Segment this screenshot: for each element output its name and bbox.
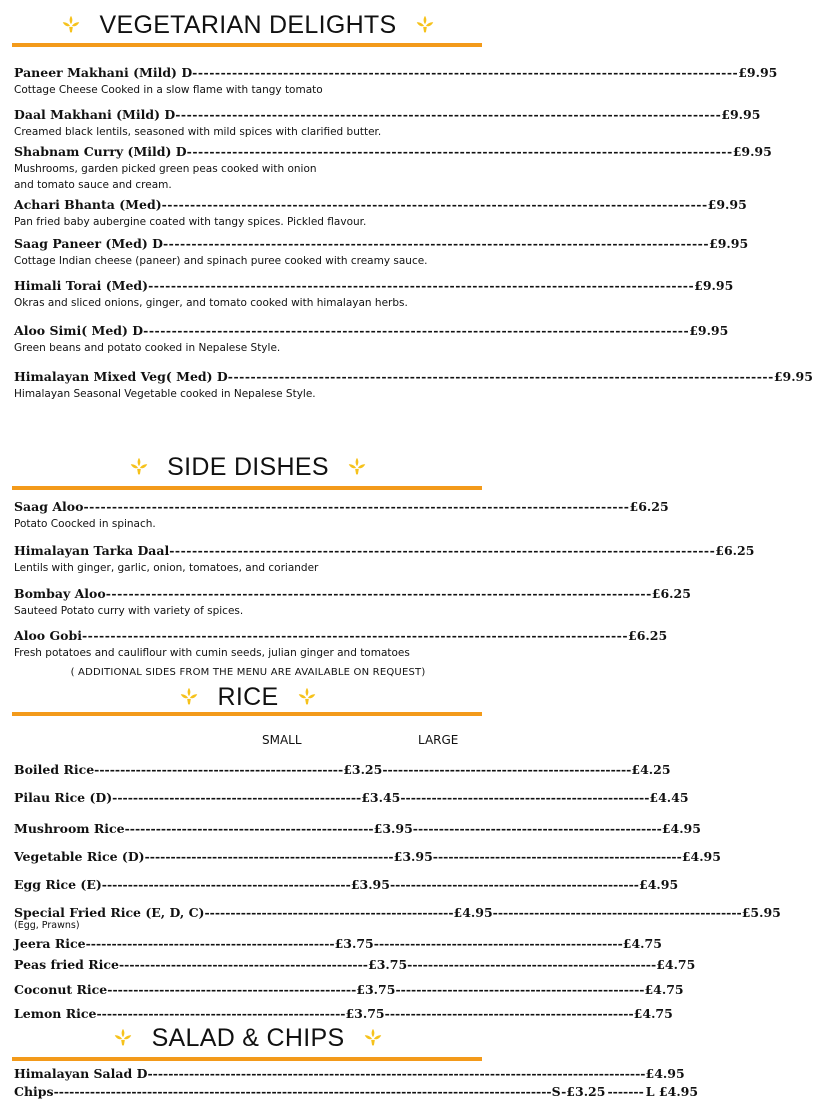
item-name: Peas fried Rice bbox=[14, 957, 119, 972]
small-price: £3.75 bbox=[356, 982, 396, 997]
small-price: S-£3.25 bbox=[551, 1084, 606, 1099]
large-price: £4.95 bbox=[639, 877, 679, 892]
item-name: Aloo Simi( Med) D bbox=[14, 323, 144, 338]
large-price: £4.25 bbox=[631, 762, 671, 777]
fleur-ornament-icon bbox=[60, 14, 82, 36]
salad-row: Himalayan Salad D ------------------------------------------------------------------------------------------------ £4.95 bbox=[14, 1066, 685, 1081]
item-desc: Creamed black lentils, seasoned with mild spices with clarified butter. bbox=[14, 126, 382, 138]
section-title: RICE bbox=[217, 682, 279, 711]
rice-row: Jeera Rice ------------------------------------------------ £3.75 ------------------------------------------------ £4.75 bbox=[14, 936, 662, 951]
small-price: £3.75 bbox=[345, 1006, 385, 1021]
item-price: £9.95 bbox=[732, 144, 772, 159]
large-price: £4.75 bbox=[633, 1006, 673, 1021]
menu-item: Paneer Makhani (Mild) D ------------------------------------------------------------------------------------------------ £9.95 Cottage Cheese Cooked in a slow flame with tangy tomato bbox=[14, 65, 778, 96]
section-rule bbox=[12, 486, 482, 490]
fleur-ornament-icon bbox=[128, 456, 150, 478]
item-desc: Cottage Indian cheese (paneer) and spinach puree cooked with creamy sauce. bbox=[14, 255, 428, 267]
item-name: Chips bbox=[14, 1084, 54, 1099]
small-price: £3.95 bbox=[373, 821, 413, 836]
item-name: Saag Paneer (Med) D bbox=[14, 236, 163, 251]
item-name: Mushroom Rice bbox=[14, 821, 125, 836]
item-name: Himalayan Salad D bbox=[14, 1066, 148, 1081]
section-rule bbox=[12, 1057, 482, 1061]
item-price: £6.25 bbox=[629, 499, 669, 514]
section-rule bbox=[12, 43, 482, 47]
small-price: £3.75 bbox=[368, 957, 408, 972]
item-price: £6.25 bbox=[651, 586, 691, 601]
rice-row: Special Fried Rice (E, D, C) ------------------------------------------------ £4.95 ------------------------------------------------ £5.95 bbox=[14, 905, 781, 920]
menu-item: Aloo Gobi ------------------------------------------------------------------------------------------------ £6.25 Fresh potatoes and cauliflour with cumin seeds, julian ginger and tomatoes bbox=[14, 628, 668, 659]
fleur-ornament-icon bbox=[346, 456, 368, 478]
fleur-ornament-icon bbox=[112, 1027, 134, 1049]
large-price: £4.75 bbox=[622, 936, 662, 951]
item-name: Himalayan Mixed Veg( Med) D bbox=[14, 369, 228, 384]
section-rule bbox=[12, 712, 482, 716]
menu-item: Bombay Aloo ------------------------------------------------------------------------------------------------ £6.25 Sauteed Potato curry with variety of spices. bbox=[14, 586, 691, 617]
item-price: £6.25 bbox=[715, 543, 755, 558]
item-name: Achari Bhanta (Med) bbox=[14, 197, 162, 212]
item-name: Shabnam Curry (Mild) D bbox=[14, 144, 187, 159]
rice-row: Pilau Rice (D) ------------------------------------------------ £3.45 ------------------------------------------------ £4.45 bbox=[14, 790, 689, 805]
item-desc: Mushrooms, garden picked green peas cooked with onion bbox=[14, 163, 317, 175]
small-price: £3.25 bbox=[343, 762, 383, 777]
item-price: £4.95 bbox=[645, 1066, 685, 1081]
item-desc: Pan fried baby aubergine coated with tangy spices. Pickled flavour. bbox=[14, 216, 367, 228]
menu-item: Himalayan Tarka Daal ------------------------------------------------------------------------------------------------ £6.25 Lentils with ginger, garlic, onion, tomatoes, and coriander bbox=[14, 543, 755, 574]
item-desc: Fresh potatoes and cauliflour with cumin seeds, julian ginger and tomatoes bbox=[14, 647, 410, 659]
rice-row: Peas fried Rice ------------------------------------------------ £3.75 ------------------------------------------------ £4.75 bbox=[14, 957, 696, 972]
large-price: £4.75 bbox=[644, 982, 684, 997]
fleur-ornament-icon bbox=[178, 686, 200, 708]
item-name: Vegetable Rice (D) bbox=[14, 849, 145, 864]
rice-row: Boiled Rice ------------------------------------------------ £3.25 ------------------------------------------------ £4.25 bbox=[14, 762, 671, 777]
item-desc: Lentils with ginger, garlic, onion, tomatoes, and coriander bbox=[14, 562, 319, 574]
item-name: Pilau Rice (D) bbox=[14, 790, 113, 805]
small-price: £3.45 bbox=[361, 790, 401, 805]
small-price: £3.95 bbox=[350, 877, 390, 892]
item-name: Himali Torai (Med) bbox=[14, 278, 149, 293]
item-price: £9.95 bbox=[689, 323, 729, 338]
item-desc: and tomato sauce and cream. bbox=[14, 179, 172, 191]
item-name: Lemon Rice bbox=[14, 1006, 97, 1021]
item-name: Bombay Aloo bbox=[14, 586, 106, 601]
side-note: ( ADDITIONAL SIDES FROM THE MENU ARE AVAILABLE ON REQUEST) bbox=[70, 667, 426, 678]
section-title: VEGETARIAN DELIGHTS bbox=[99, 10, 397, 39]
item-price: £9.95 bbox=[773, 369, 813, 384]
fleur-ornament-icon bbox=[362, 1027, 384, 1049]
menu-item: Aloo Simi( Med) D ------------------------------------------------------------------------------------------------ £9.95 Green beans and potato cooked in Nepalese Style. bbox=[14, 323, 729, 354]
rice-row: Coconut Rice ------------------------------------------------ £3.75 ------------------------------------------------ £4.75 bbox=[14, 982, 684, 997]
item-desc: Cottage Cheese Cooked in a slow flame with tangy tomato bbox=[14, 84, 323, 96]
large-price: L £4.95 bbox=[645, 1084, 699, 1099]
menu-item: Saag Aloo ------------------------------------------------------------------------------------------------ £6.25 Potato Coocked in spinach. bbox=[14, 499, 669, 530]
item-name: Boiled Rice bbox=[14, 762, 95, 777]
large-price: £4.95 bbox=[681, 849, 721, 864]
item-price: £9.95 bbox=[721, 107, 761, 122]
item-name: Coconut Rice bbox=[14, 982, 108, 997]
rice-large-header: LARGE bbox=[418, 733, 459, 747]
menu-item: Himalayan Mixed Veg( Med) D ------------------------------------------------------------------------------------------------ £9.95 Himalayan Seasonal Vegetable cooked in Nepalese Style. bbox=[14, 369, 813, 400]
item-desc: Potato Coocked in spinach. bbox=[14, 518, 156, 530]
item-name: Saag Aloo bbox=[14, 499, 84, 514]
item-name: Daal Makhani (Mild) D bbox=[14, 107, 176, 122]
large-price: £5.95 bbox=[741, 905, 781, 920]
item-desc: Sauteed Potato curry with variety of spices. bbox=[14, 605, 244, 617]
item-name: Aloo Gobi bbox=[14, 628, 82, 643]
rice-row: Mushroom Rice ------------------------------------------------ £3.95 ------------------------------------------------ £4.95 bbox=[14, 821, 701, 836]
small-price: £4.95 bbox=[453, 905, 493, 920]
item-name: Himalayan Tarka Daal bbox=[14, 543, 170, 558]
item-name: Paneer Makhani (Mild) D bbox=[14, 65, 193, 80]
item-price: £6.25 bbox=[628, 628, 668, 643]
fleur-ornament-icon bbox=[414, 14, 436, 36]
rice-small-header: SMALL bbox=[262, 733, 302, 747]
rice-row: Egg Rice (E) ------------------------------------------------ £3.95 ------------------------------------------------ £4.95 bbox=[14, 877, 679, 892]
item-desc: Green beans and potato cooked in Nepalese Style. bbox=[14, 342, 281, 354]
section-title: SIDE DISHES bbox=[167, 452, 329, 481]
menu-item: Himali Torai (Med) ------------------------------------------------------------------------------------------------ £9.95 Okras and sliced onions, ginger, and tomato cooked with himalayan herbs. bbox=[14, 278, 734, 309]
large-price: £4.45 bbox=[649, 790, 689, 805]
item-note: (Egg, Prawns) bbox=[14, 920, 80, 931]
large-price: £4.75 bbox=[656, 957, 696, 972]
item-price: £9.95 bbox=[709, 236, 749, 251]
salad-row: Chips ------------------------------------------------------------------------------------------------ S-£3.25 ------- L £4.95 bbox=[14, 1084, 699, 1099]
rice-row: Vegetable Rice (D) ------------------------------------------------ £3.95 ------------------------------------------------ £4.95 bbox=[14, 849, 721, 864]
item-name: Jeera Rice bbox=[14, 936, 86, 951]
item-price: £9.95 bbox=[694, 278, 734, 293]
rice-row: Lemon Rice ------------------------------------------------ £3.75 ------------------------------------------------ £4.75 bbox=[14, 1006, 673, 1021]
item-price: £9.95 bbox=[738, 65, 778, 80]
menu-item: Achari Bhanta (Med) ------------------------------------------------------------------------------------------------ £9.95 Pan fried baby aubergine coated with tangy spices. Pickled flavour. bbox=[14, 197, 747, 228]
menu-item: Saag Paneer (Med) D ------------------------------------------------------------------------------------------------ £9.95 Cottage Indian cheese (paneer) and spinach puree cooked with creamy sauce. bbox=[14, 236, 749, 267]
large-price: £4.95 bbox=[661, 821, 701, 836]
section-title: SALAD & CHIPS bbox=[151, 1023, 345, 1052]
item-desc: Okras and sliced onions, ginger, and tomato cooked with himalayan herbs. bbox=[14, 297, 408, 309]
fleur-ornament-icon bbox=[296, 686, 318, 708]
item-price: £9.95 bbox=[707, 197, 747, 212]
item-desc: Himalayan Seasonal Vegetable cooked in Nepalese Style. bbox=[14, 388, 316, 400]
menu-item: Shabnam Curry (Mild) D ------------------------------------------------------------------------------------------------ £9.95 Mushrooms, garden picked green peas cooked with onion and tomato sauce and cream. bbox=[14, 144, 772, 191]
menu-item: Daal Makhani (Mild) D ------------------------------------------------------------------------------------------------ £9.95 Creamed black lentils, seasoned with mild spices with clarified butter. bbox=[14, 107, 761, 138]
item-name: Egg Rice (E) bbox=[14, 877, 102, 892]
item-name: Special Fried Rice (E, D, C) bbox=[14, 905, 205, 920]
small-price: £3.75 bbox=[334, 936, 374, 951]
small-price: £3.95 bbox=[393, 849, 433, 864]
